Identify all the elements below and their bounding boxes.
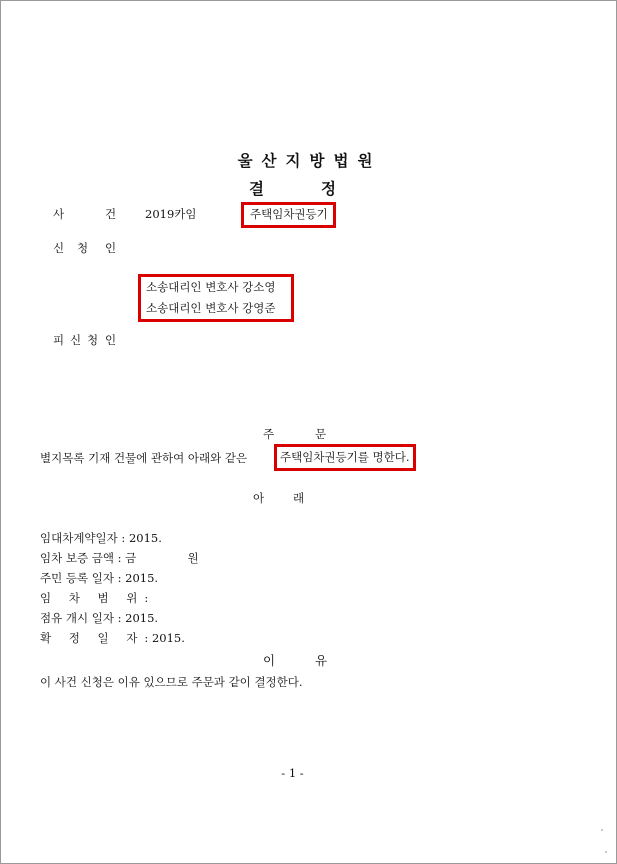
- order-heading-char: 주: [263, 427, 275, 441]
- reason-heading-char: 유: [315, 653, 328, 668]
- document-type-char: 결: [249, 179, 264, 198]
- detail-value: 2015.: [128, 531, 162, 545]
- order-highlighted-text: 주택임차권등기를 명한다.: [280, 450, 410, 464]
- detail-label: 임차 보증 금액: [40, 551, 114, 565]
- detail-value: 2015.: [151, 631, 185, 645]
- detail-row: 주민 등록 일자 : 2015.: [40, 571, 159, 585]
- below-heading-char: 아: [253, 491, 265, 505]
- respondent-label-char: 인: [105, 333, 117, 347]
- applicant-label: [53, 241, 117, 255]
- case-number: 2019카임: [145, 207, 197, 221]
- applicant-agent: 소송대리인 변호사 강영준: [146, 301, 276, 315]
- case-label-char: 건: [105, 207, 117, 221]
- document-type-char: 정: [321, 179, 336, 198]
- detail-value: 2015.: [125, 611, 159, 625]
- detail-label: 임 차 범 위: [40, 591, 145, 605]
- detail-value: 금 원: [125, 551, 199, 565]
- detail-row: 확 정 일 자: 2015.: [40, 631, 185, 645]
- respondent-label: [53, 333, 117, 347]
- detail-label: 확 정 일 자: [40, 631, 145, 645]
- respondent-label-char: 피: [53, 333, 65, 347]
- applicant-label-char: 신: [53, 241, 65, 255]
- detail-label: 점유 개시 일자: [40, 611, 114, 625]
- order-text: 별지목록 기재 건물에 관하여 아래와 같은: [40, 451, 248, 465]
- case-label-char: 사: [53, 207, 65, 221]
- applicant-label-char: 인: [105, 241, 117, 255]
- reason-heading: [263, 653, 328, 668]
- detail-label: 주민 등록 일자: [40, 571, 114, 585]
- corner-mark: [601, 829, 603, 831]
- below-heading: [253, 491, 305, 505]
- case-name: 주택임차권등기: [250, 207, 328, 221]
- corner-mark: [605, 851, 607, 853]
- applicant-agent: 소송대리인 변호사 강소영: [146, 280, 276, 294]
- detail-label: 임대차계약일자: [40, 531, 118, 545]
- detail-row: 임대차계약일자 : 2015.: [40, 531, 162, 545]
- respondent-label-char: 청: [87, 333, 99, 347]
- detail-row: 점유 개시 일자 : 2015.: [40, 611, 159, 625]
- applicant-label-char: 청: [77, 241, 89, 255]
- order-heading-char: 문: [315, 427, 327, 441]
- reason-heading-char: 이: [263, 653, 276, 668]
- case-label: [53, 207, 117, 221]
- order-heading: [263, 427, 327, 441]
- detail-row: 임차 보증 금액 : 금 원: [40, 551, 199, 565]
- respondent-label-char: 신: [70, 333, 82, 347]
- court-name: 울산지방법원: [237, 151, 382, 170]
- page-number: - 1 -: [281, 766, 304, 780]
- reason-text: 이 사건 신청은 이유 있으므로 주문과 같이 결정한다.: [40, 675, 303, 689]
- below-heading-char: 래: [293, 491, 305, 505]
- detail-value: 2015.: [125, 571, 159, 585]
- detail-row: 임 차 범 위:: [40, 591, 149, 605]
